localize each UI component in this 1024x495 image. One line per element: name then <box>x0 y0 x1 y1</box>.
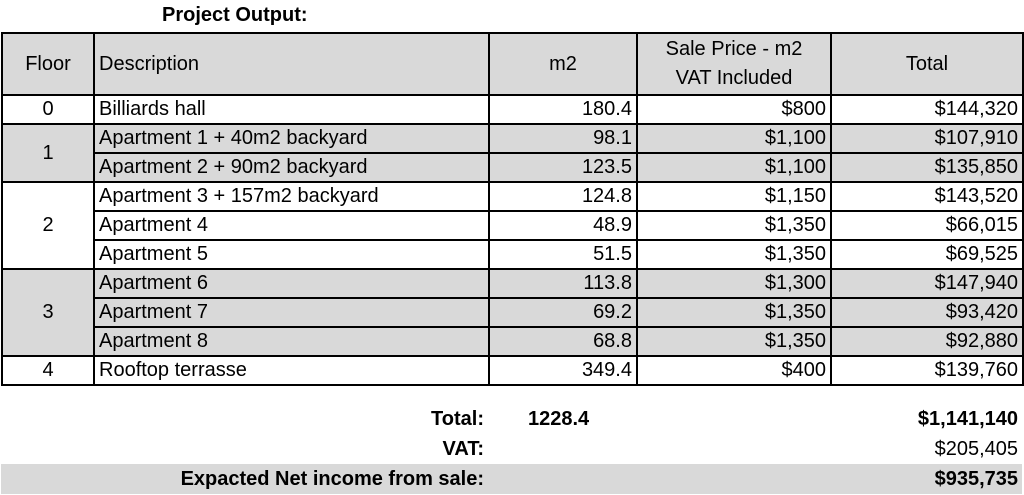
description-cell: Apartment 5 <box>94 240 489 269</box>
table-header-row <box>2 33 1023 95</box>
description-cell: Apartment 1 + 40m2 backyard <box>94 124 489 153</box>
table-row <box>2 124 1023 153</box>
description-cell: Apartment 6 <box>94 269 489 298</box>
total-cell: $107,910 <box>831 124 1023 153</box>
table-row <box>2 327 1023 356</box>
sale-price-header-line1: Sale Price - m2 <box>665 38 803 60</box>
description-cell: Rooftop terrasse <box>94 356 489 385</box>
description-cell: Apartment 3 + 157m2 backyard <box>94 182 489 211</box>
price-cell: $1,100 <box>637 153 831 182</box>
total-cell: $144,320 <box>831 95 1023 124</box>
price-cell: $1,350 <box>637 298 831 327</box>
total-label: Total: <box>431 408 484 430</box>
price-cell: $1,350 <box>637 327 831 356</box>
sale-price-header-line2: VAT Included <box>675 67 793 89</box>
summary-vat-row <box>1 434 1022 464</box>
column-header-total: Total <box>831 33 1023 95</box>
column-header-m2: m2 <box>489 33 637 95</box>
net-income-value: $935,735 <box>934 468 1018 490</box>
table-row <box>2 298 1023 327</box>
m2-cell: 51.5 <box>489 240 637 269</box>
page-title: Project Output: <box>162 4 308 26</box>
total-cell: $69,525 <box>831 240 1023 269</box>
summary-net-income-row <box>1 464 1022 494</box>
project-output-table <box>1 32 1024 386</box>
description-cell: Apartment 8 <box>94 327 489 356</box>
table-row <box>2 211 1023 240</box>
table-row <box>2 182 1023 211</box>
total-cell: $143,520 <box>831 182 1023 211</box>
table-row <box>2 95 1023 124</box>
price-cell: $1,150 <box>637 182 831 211</box>
description-cell: Billiards hall <box>94 95 489 124</box>
floor-cell: 2 <box>2 182 94 269</box>
table-row <box>2 269 1023 298</box>
total-m2-value: 1228.4 <box>528 408 590 430</box>
column-header-description: Description <box>94 33 489 95</box>
description-cell: Apartment 2 + 90m2 backyard <box>94 153 489 182</box>
total-value: $1,141,140 <box>917 408 1018 430</box>
price-cell: $1,350 <box>637 240 831 269</box>
m2-cell: 113.8 <box>489 269 637 298</box>
total-cell: $147,940 <box>831 269 1023 298</box>
m2-cell: 349.4 <box>489 356 637 385</box>
m2-cell: 69.2 <box>489 298 637 327</box>
floor-cell: 0 <box>2 95 94 124</box>
total-cell: $139,760 <box>831 356 1023 385</box>
floor-cell: 4 <box>2 356 94 385</box>
table-row <box>2 240 1023 269</box>
table-row <box>2 153 1023 182</box>
description-cell: Apartment 7 <box>94 298 489 327</box>
m2-cell: 68.8 <box>489 327 637 356</box>
vat-value: $205,405 <box>934 438 1018 460</box>
price-cell: $400 <box>637 356 831 385</box>
total-cell: $66,015 <box>831 211 1023 240</box>
column-header-sale-price <box>637 33 831 95</box>
total-cell: $92,880 <box>831 327 1023 356</box>
m2-cell: 48.9 <box>489 211 637 240</box>
vat-label: VAT: <box>442 438 484 460</box>
summary-total-row <box>1 404 1022 434</box>
m2-cell: 123.5 <box>489 153 637 182</box>
table-row <box>2 356 1023 385</box>
price-cell: $1,350 <box>637 211 831 240</box>
total-cell: $135,850 <box>831 153 1023 182</box>
floor-cell: 3 <box>2 269 94 356</box>
column-header-floor: Floor <box>2 33 94 95</box>
net-income-label: Expacted Net income from sale: <box>180 468 484 490</box>
total-cell: $93,420 <box>831 298 1023 327</box>
floor-cell: 1 <box>2 124 94 182</box>
m2-cell: 124.8 <box>489 182 637 211</box>
description-cell: Apartment 4 <box>94 211 489 240</box>
m2-cell: 98.1 <box>489 124 637 153</box>
price-cell: $1,300 <box>637 269 831 298</box>
price-cell: $1,100 <box>637 124 831 153</box>
m2-cell: 180.4 <box>489 95 637 124</box>
price-cell: $800 <box>637 95 831 124</box>
